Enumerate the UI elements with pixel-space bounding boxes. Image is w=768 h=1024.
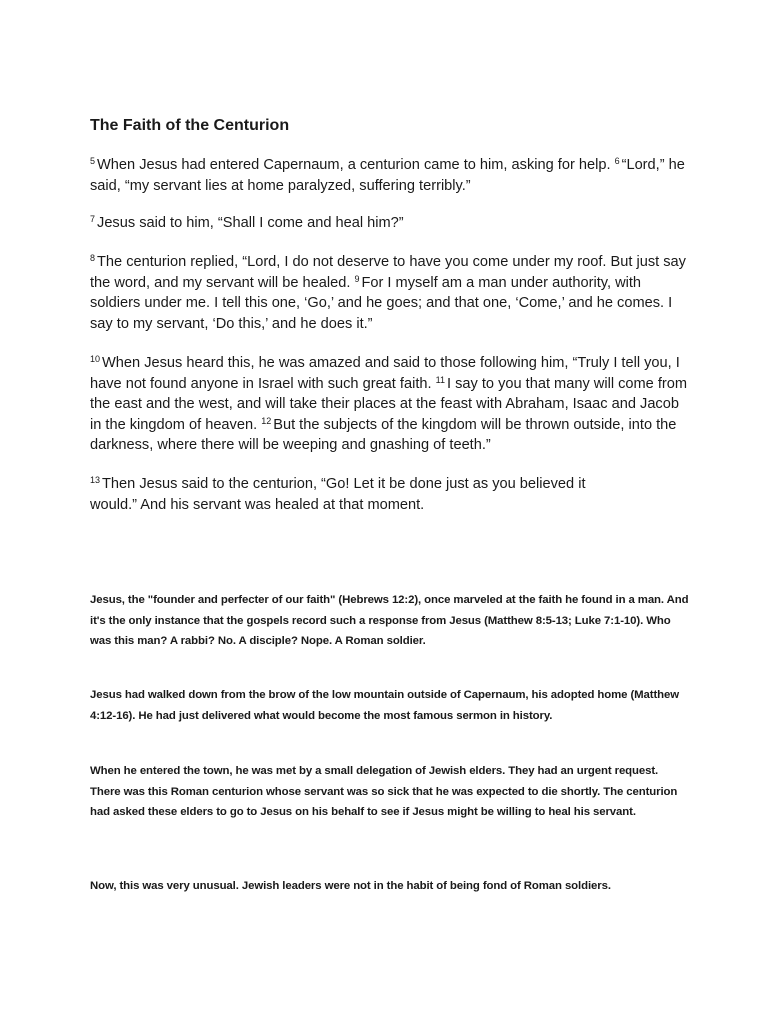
verse-text: But the subjects of the kingdom will be thrown outside, into the darkness, where there will be weeping and gnashing of teeth.” (90, 416, 677, 453)
verse-text: “Lord,” he said, “my servant lies at home paralyzed, suffering terribly.” (90, 157, 685, 194)
verse-text: I say to you that many will come from the east and the west, and will take their places at the feast with Abraham, Isaac and Jacob in the kingdom of heaven. (90, 375, 688, 433)
verse-number: 11 (435, 374, 445, 385)
verse-number: 5 (90, 156, 96, 166)
verse-number: 13 (90, 475, 101, 485)
verse-number: 10 (90, 354, 101, 364)
scripture-paragraph (90, 474, 610, 515)
verse-text: When Jesus heard this, he was amazed and said to those following him, “Truly I tell you, I have not found anyone in Israel with such great faith. (90, 355, 680, 392)
commentary-paragraph: Jesus, the "founder and perfecter of our faith" (Hebrews 12:2), once marveled at the faith he found in a man. And it's the only instance that the gospels record such a response from Jesus (Matthew 8:5-13; Luke 7:1-10). Who was this man? A rabbi? No. A disciple? Nope. A Roman soldier. (90, 594, 689, 647)
commentary-paragraph: When he entered the town, he was met by a small delegation of Jewish elders. They had an urgent request. There was this Roman centurion whose servant was so sick that he was expected to die shortly. The centurion had asked these elders to go to Jesus on his behalf to see if Jesus might be willing to heal his servant. (90, 765, 678, 818)
verse-text: The centurion replied, “Lord, I do not deserve to have you come under my roof. But just say the word, and my servant will be healed. (90, 254, 686, 291)
commentary-paragraph: Jesus had walked down from the brow of the low mountain outside of Capernaum, his adopted home (Matthew 4:12-16). He had just delivered what would become the most famous sermon in history. (90, 689, 680, 722)
scripture-paragraph (90, 213, 690, 234)
verse-number: 6 (614, 156, 620, 166)
verse-text: Then Jesus said to the centurion, “Go! Let it be done just as you believed it would.” And his servant was healed at that moment. (90, 476, 586, 513)
verse-number: 8 (90, 253, 96, 263)
verse-text: Jesus said to him, “Shall I come and heal him?” (97, 215, 404, 231)
verse-number: 12 (261, 415, 272, 426)
page-title: The Faith of the Centurion (90, 117, 290, 134)
scripture-paragraph (90, 252, 690, 334)
verse-text: For I myself am a man under authority, with soldiers under me. I tell this one, ‘Go,’ and he goes; and that one, ‘Come,’ and he comes. I say to my servant, ‘Do this,’ and he does it.” (90, 274, 673, 332)
commentary-paragraph: Now, this was very unusual. Jewish leaders were not in the habit of being fond of Roman soldiers. (90, 880, 611, 892)
scripture-paragraph (90, 353, 690, 456)
verse-number: 7 (90, 214, 96, 224)
scripture-paragraph (90, 155, 690, 196)
verse-number: 9 (354, 273, 360, 284)
verse-text: When Jesus had entered Capernaum, a centurion came to him, asking for help. (97, 157, 611, 173)
